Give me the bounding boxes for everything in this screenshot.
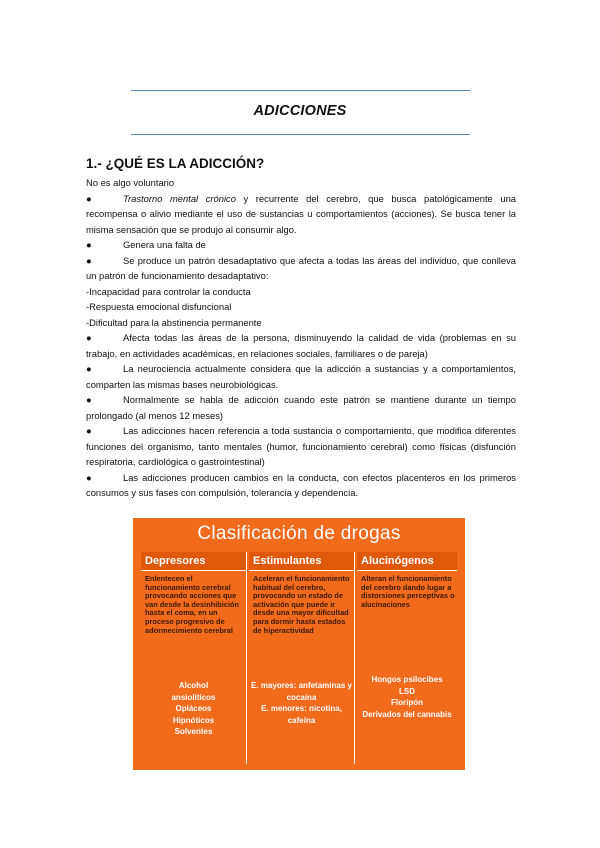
drug-classification-figure [133,518,465,770]
column-header: Estimulantes [249,552,354,571]
column-estimulantes [249,552,355,764]
bullet-icon: ● [86,239,92,250]
bullet-text: Se produce un patrón desadaptativo que afecta a todas las áreas del individuo, que conlleva un patrón de funcionamiento desadaptativo: [86,254,516,281]
example-item: Alcohol [178,681,209,690]
document-title: ADICCIONES [253,103,347,119]
column-description: Enlentecen el funcionamiento cerebral provocando acciones que van desde la desinhibición hasta el coma, en un proceso progresivo de adormecimiento cerebral [145,574,240,635]
drug-classification-grid [141,552,457,764]
bullet-icon: ● [86,254,92,266]
example-item: Solventes [174,727,213,736]
bullet-icon: ● [86,471,92,483]
dash-item: -Respuesta emocional disfuncional [86,301,232,312]
column-body [141,571,246,764]
bullet-paragraph [86,237,516,253]
column-header: Depresores [141,552,246,571]
dash-item: -Dificultad para la abstinencia permanente [86,316,262,328]
bullet-icon: ● [86,192,92,204]
bullet-icon: ● [86,363,92,374]
bullet-text: y recurrente del cerebro, que busca patológicamente una recompensa o alivio mediante el uso de sustancias u comportamientos (acciones). Se busca tener la misma sensación que se produjo al consumir algo. [86,192,516,235]
bullet-paragraph [86,392,516,423]
bullet-paragraph [86,253,516,284]
examples-list [249,680,354,726]
bullet-paragraph [86,191,516,238]
bottom-divider [131,134,470,135]
bullet-text: Las adicciones hacen referencia a toda sustancia o comportamiento, que modifica diferentes funciones del organismo, tanto mentales (humor, funcionamiento cerebral) como físicas (disfunción respiratoria, cardiológica o gastrointestinal) [86,425,516,467]
bullet-text: Las adicciones producen cambios en la conducta, con efectos placenteros en los primeros consumos y sus fases con compulsión, tolerancia y dependencia. [86,471,516,498]
example-item: Hipnóticos [172,715,215,725]
column-description: Alteran el funcionamiento del cerebro dando lugar a distorsiones perceptivas o alucinaciones [361,574,455,609]
bullet-text: Genera una falta de [123,239,206,250]
bullet-icon: ● [86,425,92,436]
examples-list [357,674,457,720]
examples-list [141,680,246,738]
top-divider [131,90,470,91]
column-description: Aceleran el funcionamiento habitual del cerebro, provocando un estado de activación que puede ir desde una mayor dificultad para dormir hasta estados de hiperactividad [253,574,350,635]
example-item: Opiáceos [175,704,212,713]
emphasis-text: Trastorno mental crónico [123,192,236,204]
figure-title: Clasificación de drogas [197,523,401,544]
bullet-text: La neurociencia actualmente considera que la adicción a sustancias y a comportamientos, comparten las mismas bases neurobiológicas. [86,363,516,390]
example-item: LSD [399,686,415,696]
column-body [357,571,457,764]
bullet-paragraph [86,330,516,361]
intro-text: No es algo voluntario [86,177,175,188]
bullet-paragraph [86,470,516,501]
column-depresores [141,552,247,764]
example-item: ansiolíticos [171,692,216,702]
example-item: Floripón [391,698,423,707]
column-header: Alucinógenos [357,552,457,571]
example-item: E. mayores: anfetaminas y cocaína [251,681,352,702]
bullet-icon: ● [86,332,92,343]
section-heading: 1.- ¿QUÉ ES LA ADICCIÓN? [86,156,265,171]
column-alucinogenos [357,552,457,764]
column-body [249,571,354,764]
example-item: Hongos psilocibes [371,675,443,684]
document-body [86,175,516,501]
bullet-icon: ● [86,394,92,405]
bullet-paragraph [86,423,516,470]
bullet-paragraph [86,361,516,392]
bullet-text: Afecta todas las áreas de la persona, disminuyendo la calidad de vida (problemas en su trabajo, en actividades académicas, en relaciones sociales, familiares o de pareja) [86,332,516,359]
bullet-text: Normalmente se habla de adicción cuando este patrón se mantiene durante un tiempo prolongado (al menos 12 meses) [86,394,516,421]
example-item: Derivados del cannabis [362,709,452,719]
dash-item: -Incapacidad para controlar la conducta [86,285,251,297]
example-item: E. menores: nicotina, cafeína [261,704,342,725]
